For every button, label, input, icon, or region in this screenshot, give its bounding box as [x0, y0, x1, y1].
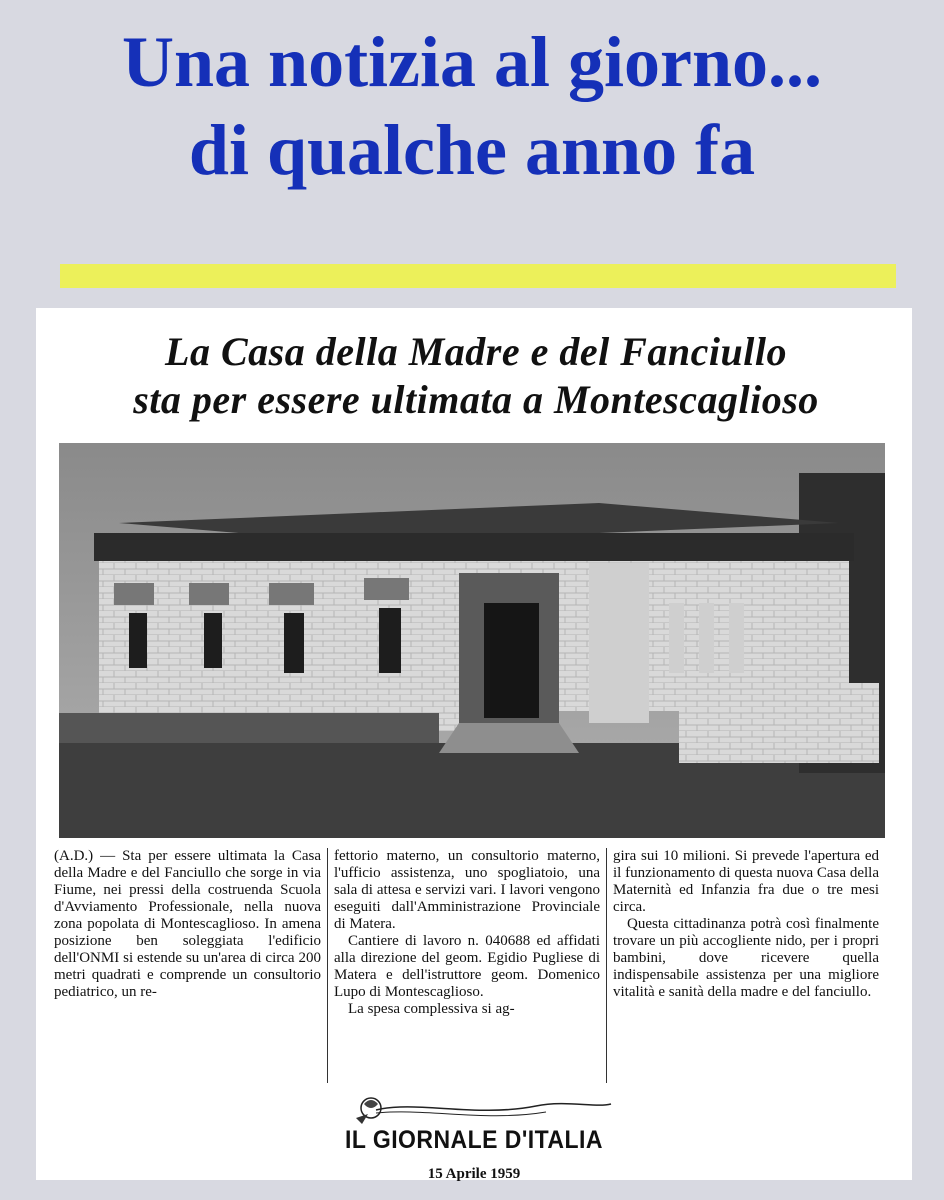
newspaper-masthead: IL GIORNALE D'ITALIA [345, 1126, 603, 1154]
article-paragraph: Cantiere di lavoro n. 040688 ed affidati alla direzione del geom. Egidio Pugliese di Matera e dell'istruttore geom. Domenico Lupo di Montescaglioso. [334, 933, 600, 1000]
newspaper-clipping [36, 308, 912, 1180]
article-headline [66, 328, 886, 424]
article-paragraph: gira sui 10 milioni. Si prevede l'apertura ed il funzionamento di questa nuova Casa della Maternità ed Infanzia fra due o tre mesi circa. [613, 848, 879, 915]
article-column-3 [606, 848, 885, 1083]
article-paragraph: Questa cittadinanza potrà così finalmente trovare un più accogliente nido, per i propri bambini, dove ricevere quella indispensabile assistenza per una migliore vitalità e sanità della madre e del fanciullo. [613, 916, 879, 1000]
building-photo [59, 443, 885, 838]
page-title-line-2: di qualche anno fa [188, 110, 756, 190]
headline-line-2: sta per essere ultimata a Montescaglioso [133, 377, 819, 422]
article-column-1 [48, 848, 327, 1083]
rose-ribbon-icon [336, 1088, 616, 1128]
yellow-divider [60, 264, 896, 288]
article-column-2 [327, 848, 606, 1083]
headline-line-1: La Casa della Madre e del Fanciullo [165, 329, 787, 374]
article-paragraph: (A.D.) — Sta per essere ultimata la Casa della Madre e del Fanciullo che sorge in via Fiume, nei pressi della costruenda Scuola d'Avviamento Professionale, nella nuova zona popolata di Montescaglioso. In amena posizione ben soleggiata l'edificio dell'ONMI si estende su un'area di circa 200 metri quadrati e comprende un consultorio pediatrico, un re- [54, 848, 321, 1000]
article-paragraph: fettorio materno, un consultorio materno, l'ufficio assistenza, uno spogliatoio, una sala di attesa e servizi vari. I lavori vengono eseguiti dall'Amministrazione Provinciale di Matera. [334, 848, 600, 932]
publication-date: 15 Aprile 1959 [427, 1166, 521, 1182]
article-paragraph: La spesa complessiva si ag- [348, 1001, 515, 1017]
page-title [0, 18, 944, 194]
page-title-line-1: Una notizia al giorno... [121, 22, 823, 102]
article-body [48, 848, 886, 1083]
